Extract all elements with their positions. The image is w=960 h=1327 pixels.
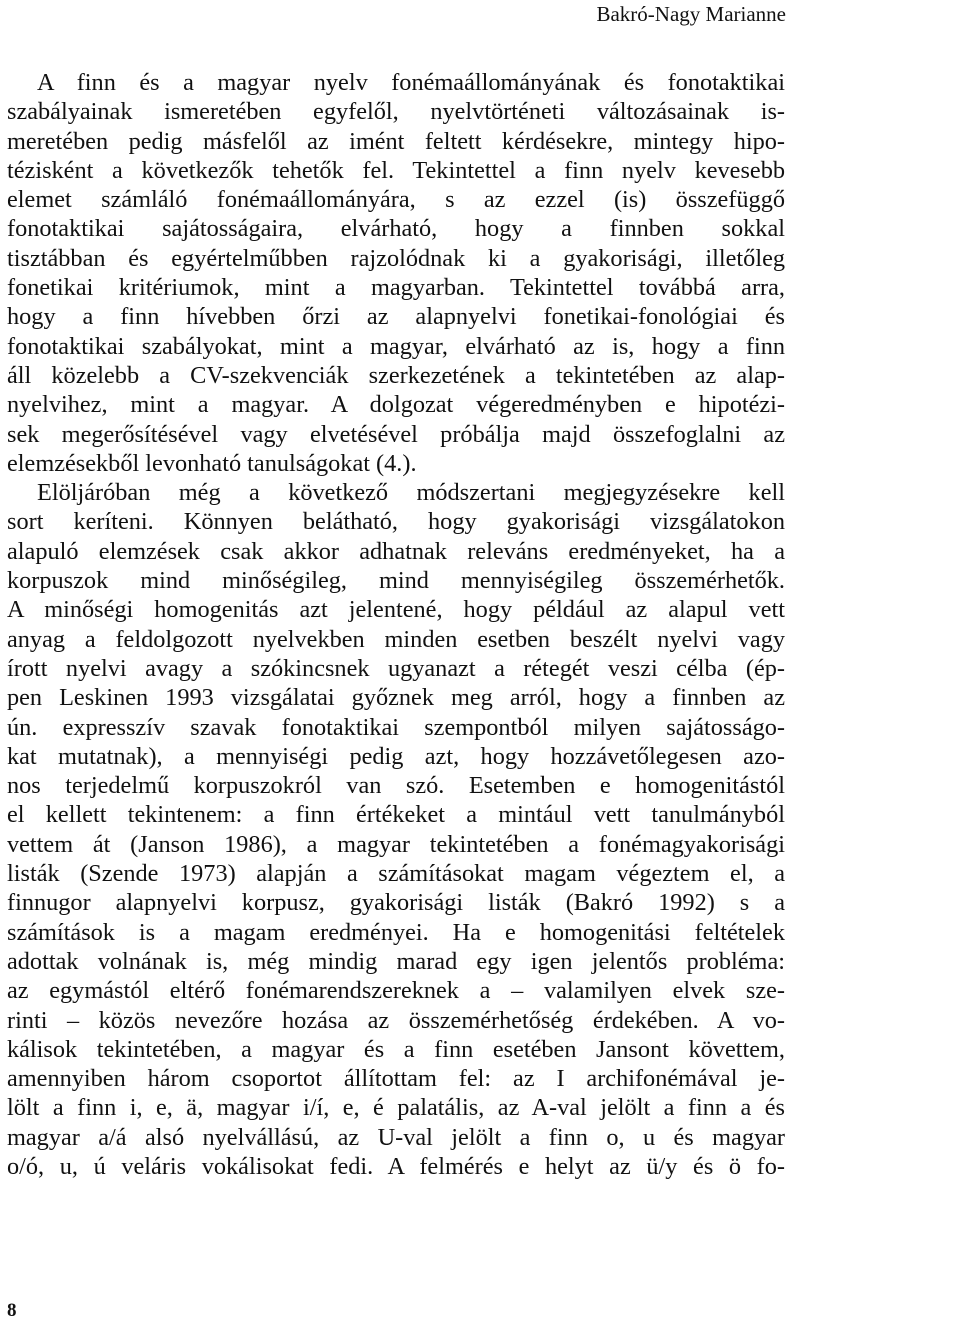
text-line: szabályainak ismeretében egyfelől, nyelvtörténeti változásainak is- [7, 98, 785, 126]
page-number: 8 [7, 1300, 17, 1321]
text-line: anyag a feldolgozott nyelvekben minden esetben beszélt nyelvi vagy [7, 625, 785, 653]
text-line: lölt a finn i, e, ä, magyar i/í, e, é palatális, az A-val jelölt a finn a és [7, 1094, 785, 1122]
text-line: írott nyelvi avagy a szókincsnek ugyanazt a rétegét veszi célba (ép- [7, 654, 785, 682]
text-line: Elöljáróban még a következő módszertani megjegyzésekre kell [37, 479, 785, 507]
text-line: elemzésekből levonható tanulságokat (4.). [7, 449, 417, 477]
text-line: amennyiben három csoportot állítottam fel: az I archifonémával je- [7, 1065, 785, 1093]
text-line: pen Leskinen 1993 vizsgálatai győznek meg arról, hogy a finnben az [7, 684, 785, 712]
text-line: elemet számláló fonémaállományára, s az ezzel (is) összefüggő [7, 186, 785, 214]
text-line: kálisok tekintetében, a magyar és a finn esetében Jansont követtem, [7, 1035, 785, 1063]
text-line: ún. expresszív szavak fonotaktikai szempontból milyen sajátosságo- [7, 713, 785, 741]
text-line: számítások is a magam eredményei. Ha e homogenitási feltételek [7, 918, 785, 946]
text-line: el kellett tekintenem: a finn értékeket a mintául vett tanulmányból [7, 801, 785, 829]
text-line: adottak volnának is, még mindig marad egy igen jelentős probléma: [7, 947, 785, 975]
paragraph-1 [7, 68, 785, 478]
text-line: alapuló elemzések csak akkor adhatnak releváns eredményeket, ha a [7, 537, 785, 565]
text-line: áll közelebb a CV-szekvenciák szerkezetének a tekintetében az alap- [7, 361, 785, 389]
text-line: A minőségi homogenitás azt jelentené, hogy például az alapul vett [7, 596, 785, 624]
text-line: kat mutatnak), a mennyiségi pedig azt, hogy hozzávetőlegesen azo- [7, 742, 785, 770]
text-line: finnugor alapnyelvi korpusz, gyakorisági listák (Bakró 1992) s a [7, 889, 785, 917]
text-line: sort keríteni. Könnyen belátható, hogy gyakorisági vizsgálatokon [7, 508, 785, 536]
text-line: meretében pedig másfelől az imént feltett kérdésekre, mintegy hipo- [7, 127, 785, 155]
text-line: magyar a/á alsó nyelvállású, az U-val jelölt a finn o, u és magyar [7, 1123, 785, 1151]
text-line: fonetikai kritériumok, mint a magyarban. Tekintettel továbbá arra, [7, 274, 785, 302]
text-line: hogy a finn hívebben őrzi az alapnyelvi fonetikai-fonológiai és [7, 303, 785, 331]
body-text [7, 68, 785, 1181]
text-line: tézisként a következők tehetők fel. Tekintettel a finn nyelv kevesebb [7, 156, 785, 184]
text-line: nyelvihez, mint a magyar. A dolgozat végeredményben e hipotézi- [7, 391, 785, 419]
text-line: listák (Szende 1973) alapján a számításokat magam végeztem el, a [7, 860, 785, 888]
text-line: rinti – közös nevezőre hozása az összemérhetőség érdekében. A vo- [7, 1006, 785, 1034]
text-line: fonotaktikai sajátosságaira, elvárható, hogy a finnben sokkal [7, 215, 785, 243]
text-line: fonotaktikai szabályokat, mint a magyar, elvárható az is, hogy a finn [7, 332, 785, 360]
text-line: tisztábban és egyértelműbben rajzolódnak ki a gyakorisági, illetőleg [7, 244, 785, 272]
paragraph-2 [7, 478, 785, 1181]
text-line: az egymástól eltérő fonémarendszereknek a – valamilyen elvek sze- [7, 977, 785, 1005]
running-head: Bakró-Nagy Marianne [596, 2, 786, 26]
text-line: nos terjedelmű korpuszokról van szó. Esetemben e homogenitástól [7, 772, 785, 800]
text-line: A finn és a magyar nyelv fonémaállományának és fonotaktikai [37, 69, 785, 96]
text-line: sek megerősítésével vagy elvetésével próbálja majd összefoglalni az [7, 420, 785, 448]
text-line: o/ó, u, ú veláris vokálisokat fedi. A felmérés e helyt az ü/y és ö fo- [7, 1152, 785, 1180]
text-line: vettem át (Janson 1986), a magyar tekintetében a fonémagyakorisági [7, 830, 785, 858]
text-line: korpuszok mind minőségileg, mind mennyiségileg összemérhetők. [7, 567, 785, 595]
